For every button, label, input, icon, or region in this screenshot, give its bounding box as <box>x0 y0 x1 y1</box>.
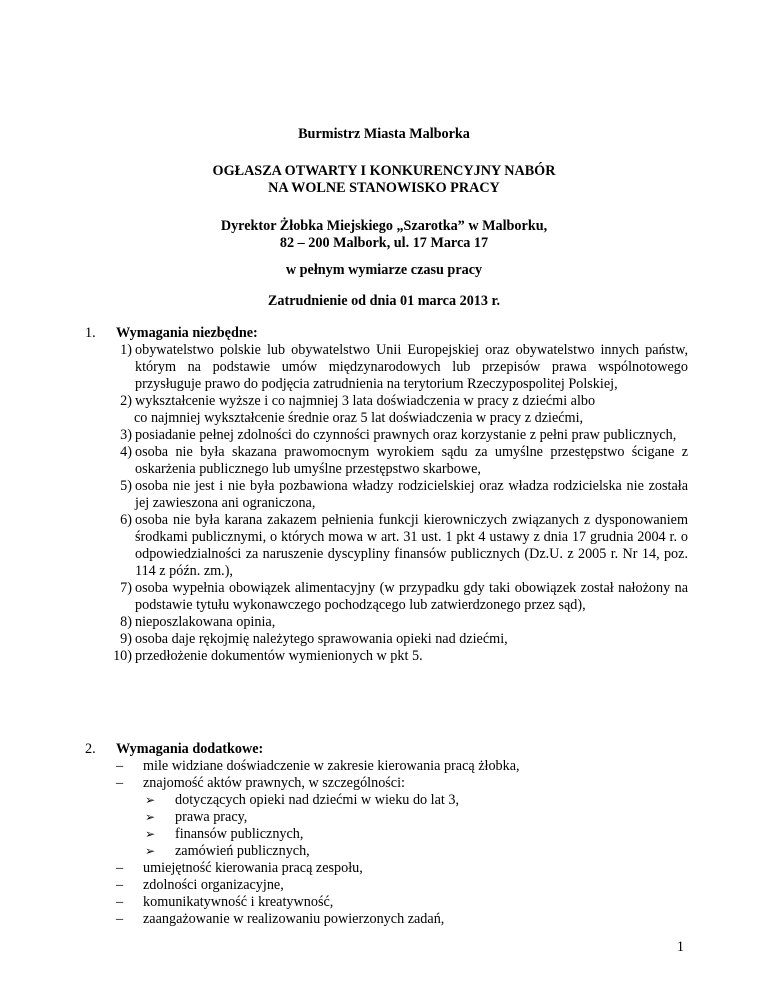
item-text: dotyczących opieki nad dziećmi w wieku do lat 3, <box>175 792 460 808</box>
position-line-2: 82 – 200 Malbork, ul. 17 Marca 17 <box>279 235 489 251</box>
item-text: posiadanie pełnej zdolności do czynności prawnych oraz korzystanie z pełni praw publicznych, <box>135 427 677 443</box>
item-text: zamówień publicznych, <box>175 843 310 859</box>
list-item <box>94 648 688 665</box>
list-item <box>94 427 688 444</box>
item-text: komunikatywność i kreatywność, <box>143 894 334 910</box>
item-text: osoba nie jest i nie była pozbawiona władzy rodzicielskiej oraz władza rodzicielska nie została jej zawieszona ani ograniczona, <box>135 478 688 511</box>
list-item <box>94 614 688 631</box>
item-text: osoba nie była skazana prawomocnym wyrokiem sądu za umyślne przestępstwo ścigane z oskarżenia publicznego lub umyślne przestępstwo skarbowe, <box>135 444 688 477</box>
item-number: 1) <box>120 342 132 358</box>
item-text: nieposzlakowana opinia, <box>135 614 276 630</box>
item-continuation: co najmniej wykształcenie średnie oraz 5 lat doświadczenia w pracy z dziećmi, <box>134 410 584 426</box>
required-list <box>94 342 688 665</box>
item-number: 10) <box>113 648 132 664</box>
item-number: 4) <box>120 444 132 460</box>
section-title: Wymagania dodatkowe: <box>116 741 264 757</box>
item-number: 7) <box>120 580 132 596</box>
section-title: Wymagania niezbędne: <box>116 325 258 341</box>
item-number: 5) <box>120 478 132 494</box>
sub-list-item <box>116 809 686 826</box>
list-item <box>116 775 686 792</box>
section-number: 1. <box>85 325 96 341</box>
worktime-line: w pełnym wymiarze czasu pracy <box>285 262 483 278</box>
position-line-1: Dyrektor Żłobka Miejskiego „Szarotka” w Malborku, <box>220 218 548 234</box>
list-item <box>116 894 686 911</box>
item-text: prawa pracy, <box>175 809 248 825</box>
list-item <box>116 860 686 877</box>
list-item <box>94 512 688 580</box>
dash-marker: – <box>116 894 124 910</box>
sub-list-item <box>116 843 686 860</box>
section-number: 2. <box>85 741 96 757</box>
list-item <box>94 478 688 512</box>
dash-marker: – <box>116 775 124 791</box>
item-number: 9) <box>120 631 132 647</box>
item-text: osoba wypełnia obowiązek alimentacyjny (w przypadku gdy taki obowiązek został nałożony na podstawie tytułu wykonawczego pochodzącego lub zatwierdzonego przez sąd), <box>135 580 688 613</box>
dash-marker: – <box>116 758 124 774</box>
item-text: zaangażowanie w realizowaniu powierzonych zadań, <box>143 911 445 927</box>
item-number: 3) <box>120 427 132 443</box>
item-number: 2) <box>120 393 132 409</box>
item-number: 6) <box>120 512 132 528</box>
dash-marker: – <box>116 860 124 876</box>
authority-heading: Burmistrz Miasta Malborka <box>298 126 470 142</box>
list-item <box>94 631 688 648</box>
page-number: 1 <box>676 939 684 955</box>
item-number: 8) <box>120 614 132 630</box>
announcement-line-2: NA WOLNE STANOWISKO PRACY <box>268 180 500 196</box>
list-item <box>94 393 688 410</box>
sub-list-item <box>116 826 686 843</box>
dash-marker: – <box>116 877 124 893</box>
list-item <box>116 758 686 775</box>
item-text: osoba nie była karana zakazem pełnienia funkcji kierowniczych związanych z dysponowaniem środkami publicznymi, o których mowa w art. 31 ust. 1 pkt 4 ustawy z dnia 17 grudnia 2004 r. o odpowiedzialności za naruszenie dyscypliny finansów publicznych (Dz.U. z 2005 r. Nr 14, poz. 114 z późn. zm.), <box>135 512 688 579</box>
arrow-bullet-icon: ➢ <box>145 844 156 858</box>
announcement-line-1: OGŁASZA OTWARTY I KONKURENCYJNY NABÓR <box>212 163 556 179</box>
item-text: przedłożenie dokumentów wymienionych w pkt 5. <box>135 648 423 664</box>
arrow-bullet-icon: ➢ <box>145 827 156 841</box>
dash-marker: – <box>116 911 124 927</box>
item-text: umiejętność kierowania pracą zespołu, <box>143 860 363 876</box>
item-text: wykształcenie wyższe i co najmniej 3 lata doświadczenia w pracy z dziećmi albo <box>135 393 596 409</box>
list-item <box>116 877 686 894</box>
item-text: finansów publicznych, <box>175 826 304 842</box>
employment-start-line: Zatrudnienie od dnia 01 marca 2013 r. <box>267 293 501 309</box>
item-text: mile widziane doświadczenie w zakresie kierowania pracą żłobka, <box>143 758 520 774</box>
item-text: osoba daje rękojmię należytego sprawowania opieki nad dziećmi, <box>135 631 508 647</box>
item-text: zdolności organizacyjne, <box>143 877 284 893</box>
list-item <box>94 342 688 393</box>
additional-list <box>116 758 686 928</box>
item-text: obywatelstwo polskie lub obywatelstwo Unii Europejskiej oraz obywatelstwo innych państw, którym na podstawie umów międzynarodowych lub przepisów prawa wspólnotowego przysługuje prawo do podjęcia zatrudnienia na terytorium Rzeczypospolitej Polskiej, <box>135 342 688 392</box>
sub-list-item <box>116 792 686 809</box>
list-item <box>116 911 686 928</box>
list-item <box>94 444 688 478</box>
item-text: znajomość aktów prawnych, w szczególności: <box>143 775 405 791</box>
arrow-bullet-icon: ➢ <box>145 810 156 824</box>
list-item <box>94 580 688 614</box>
arrow-bullet-icon: ➢ <box>145 793 156 807</box>
